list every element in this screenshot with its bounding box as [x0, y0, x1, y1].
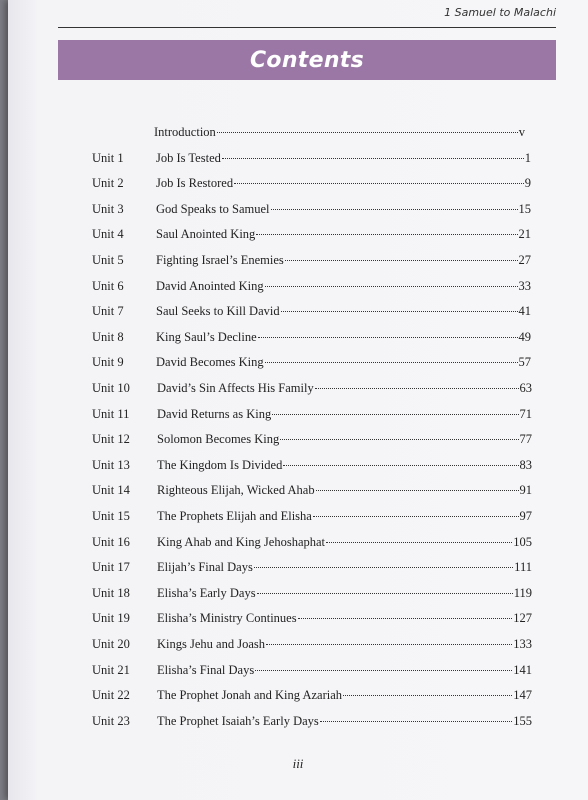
toc-entry — [8, 151, 588, 169]
dot-leader — [285, 260, 518, 261]
toc-entry-line — [156, 253, 531, 268]
entry-title: Introduction — [154, 125, 216, 139]
unit-label: Unit 3 — [92, 201, 124, 216]
entry-title: David Becomes King — [156, 355, 264, 370]
dot-leader — [265, 362, 518, 363]
unit-label: Unit 5 — [92, 253, 124, 267]
entry-title: Job Is Restored — [156, 176, 234, 191]
entry-page-number: 155 — [513, 713, 532, 728]
unit-label: Unit 15 — [92, 509, 130, 523]
dot-leader — [234, 183, 524, 184]
toc-entry-line — [157, 586, 532, 601]
dot-leader — [222, 158, 524, 159]
entry-title: The Prophets Elijah and Elisha — [157, 509, 312, 523]
toc-entry-line — [156, 227, 531, 242]
dot-leader — [265, 286, 518, 287]
entry-title: David’s Sin Affects His Family — [157, 381, 314, 395]
toc-entry-line — [156, 330, 531, 345]
toc-entry — [8, 253, 588, 271]
unit-label: Unit 11 — [92, 406, 130, 421]
entry-page-number: 133 — [513, 637, 532, 651]
toc-entry — [8, 611, 588, 629]
entry-title: King Saul’s Decline — [156, 329, 257, 344]
dot-leader — [217, 132, 518, 133]
entry-title: The Prophet Jonah and King Azariah — [157, 688, 343, 703]
unit-label: Unit 10 — [92, 381, 130, 395]
unit-label: Unit 17 — [92, 560, 130, 575]
dot-leader — [257, 593, 513, 594]
toc-entry — [8, 176, 588, 194]
unit-label: Unit 23 — [92, 713, 130, 728]
entry-title: David Anointed King — [156, 278, 264, 293]
entry-page-number: 57 — [518, 355, 531, 370]
toc-entry-line — [157, 535, 532, 550]
contents-banner — [58, 40, 556, 80]
toc-entry-line — [157, 458, 532, 473]
entry-page-number: 33 — [518, 278, 531, 293]
entry-page-number: 63 — [519, 381, 532, 395]
entry-title: The Kingdom Is Divided — [157, 457, 283, 472]
toc-entry — [8, 304, 588, 322]
unit-label: Unit 13 — [92, 457, 130, 472]
entry-page-number: 41 — [518, 304, 531, 319]
running-head: 1 Samuel to Malachi — [444, 6, 556, 19]
dot-leader — [343, 695, 512, 696]
entry-page-number: 91 — [519, 483, 532, 498]
toc-entry — [8, 535, 588, 553]
toc-entry-line — [156, 355, 531, 370]
toc-entry-line — [157, 714, 532, 729]
entry-page-number: 71 — [519, 406, 532, 421]
entry-page-number: 1 — [524, 150, 531, 165]
unit-label: Unit 19 — [92, 611, 130, 626]
entry-page-number: 141 — [513, 662, 532, 677]
toc-entry — [8, 663, 588, 681]
toc-entry — [8, 279, 588, 297]
toc-entry-line — [156, 176, 531, 191]
entry-page-number: 127 — [513, 611, 532, 626]
toc-entry-line — [157, 637, 532, 652]
toc-entry-line — [154, 125, 525, 140]
entry-title: Saul Anointed King — [156, 227, 256, 242]
toc-entry — [8, 714, 588, 732]
toc-entry-line — [157, 407, 532, 422]
dot-leader — [272, 414, 518, 415]
page-title: Contents — [249, 47, 365, 73]
entry-title: Righteous Elijah, Wicked Ahab — [157, 483, 315, 498]
entry-page-number: 97 — [519, 509, 532, 523]
dot-leader — [266, 644, 512, 645]
entry-page-number: 111 — [514, 560, 532, 575]
dot-leader — [271, 209, 518, 210]
toc-entry-line — [157, 560, 532, 575]
dot-leader — [280, 439, 518, 440]
dot-leader — [320, 721, 512, 722]
unit-label: Unit 18 — [92, 585, 130, 600]
entry-title: Kings Jehu and Joash — [157, 637, 265, 651]
entry-page-number: 9 — [524, 176, 531, 191]
entry-page-number: 119 — [513, 585, 532, 600]
entry-title: Elisha’s Ministry Continues — [157, 611, 297, 626]
entry-page-number: 83 — [519, 457, 532, 472]
entry-page-number: 49 — [518, 329, 531, 344]
unit-label: Unit 6 — [92, 278, 124, 293]
entry-title: Elisha’s Early Days — [157, 585, 256, 600]
entry-page-number: 147 — [513, 688, 532, 703]
entry-title: God Speaks to Samuel — [156, 201, 270, 216]
entry-page-number: 15 — [518, 201, 531, 216]
entry-title: King Ahab and King Jehoshaphat — [157, 534, 326, 549]
toc-entry — [8, 125, 588, 143]
book-page — [8, 0, 588, 800]
entry-title: Elisha’s Final Days — [157, 662, 255, 677]
toc-entry-line — [157, 688, 532, 703]
dot-leader — [315, 388, 519, 389]
toc-entry-line — [157, 611, 532, 626]
dot-leader — [254, 567, 513, 568]
toc-entry-line — [157, 483, 532, 498]
dot-leader — [281, 311, 518, 312]
entry-page-number: 77 — [519, 432, 532, 447]
unit-label: Unit 12 — [92, 432, 130, 447]
toc-entry — [8, 509, 588, 527]
toc-entry — [8, 688, 588, 706]
entry-title: Elijah’s Final Days — [157, 560, 253, 575]
toc-entry-line — [157, 663, 532, 678]
toc-entry — [8, 355, 588, 373]
unit-label: Unit 7 — [92, 304, 124, 319]
toc-entry-line — [157, 432, 532, 447]
toc-entry — [8, 432, 588, 450]
dot-leader — [255, 670, 512, 671]
unit-label: Unit 20 — [92, 637, 130, 651]
entry-title: Fighting Israel’s Enemies — [156, 253, 284, 267]
unit-label: Unit 4 — [92, 227, 124, 242]
toc-entry-line — [157, 381, 532, 396]
unit-label: Unit 2 — [92, 176, 124, 191]
header-rule — [58, 27, 556, 28]
entry-title: Solomon Becomes King — [157, 432, 280, 447]
toc-entry-line — [156, 279, 531, 294]
entry-page-number: 21 — [518, 227, 531, 242]
toc-entry — [8, 227, 588, 245]
toc-entry — [8, 202, 588, 220]
toc-entry — [8, 381, 588, 399]
dot-leader — [258, 337, 518, 338]
entry-page-number: v — [518, 125, 525, 139]
unit-label: Unit 8 — [92, 329, 124, 344]
dot-leader — [313, 516, 519, 517]
toc-entry — [8, 330, 588, 348]
page-number: iii — [292, 756, 304, 771]
unit-label: Unit 16 — [92, 534, 130, 549]
entry-page-number: 27 — [518, 253, 531, 267]
entry-title: David Returns as King — [157, 406, 272, 421]
unit-label: Unit 9 — [92, 355, 124, 370]
dot-leader — [283, 465, 518, 466]
dot-leader — [316, 490, 519, 491]
entry-page-number: 105 — [513, 534, 532, 549]
entry-title: Saul Seeks to Kill David — [156, 304, 280, 319]
unit-label: Unit 21 — [92, 662, 130, 677]
dot-leader — [326, 542, 512, 543]
toc-entry — [8, 483, 588, 501]
toc-entry — [8, 458, 588, 476]
dot-leader — [256, 234, 517, 235]
unit-label: Unit 1 — [92, 150, 124, 165]
toc-entry — [8, 637, 588, 655]
toc-entry-line — [156, 151, 531, 166]
unit-label: Unit 22 — [92, 688, 130, 703]
toc-entry — [8, 407, 588, 425]
unit-label: Unit 14 — [92, 483, 130, 498]
toc-entry — [8, 560, 588, 578]
entry-title: The Prophet Isaiah’s Early Days — [157, 713, 319, 728]
dot-leader — [298, 618, 513, 619]
toc-entry-line — [157, 509, 532, 524]
toc-entry — [8, 586, 588, 604]
toc-entry-line — [156, 202, 531, 217]
entry-title: Job Is Tested — [156, 150, 221, 165]
toc-entry-line — [156, 304, 531, 319]
